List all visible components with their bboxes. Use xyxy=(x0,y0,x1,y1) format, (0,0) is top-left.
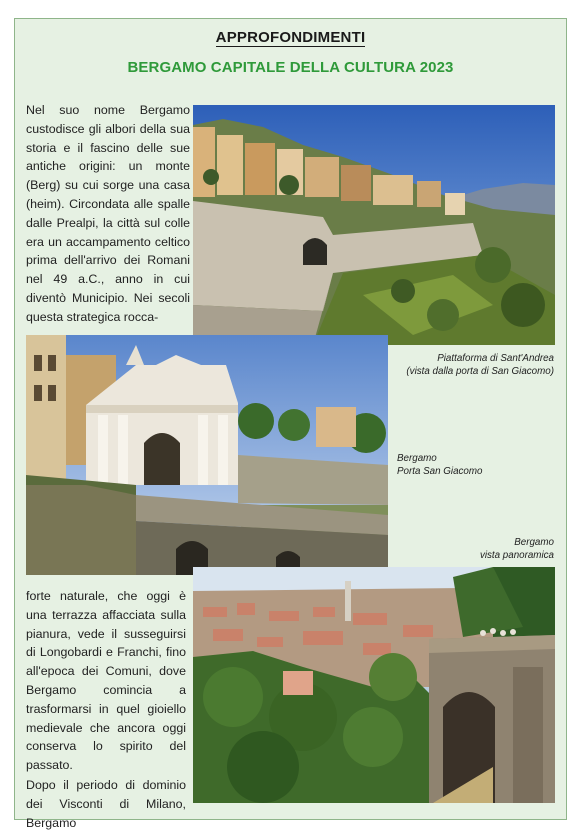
article-panel xyxy=(14,18,567,830)
caption-porta-san-giacomo: Bergamo Porta San Giacomo xyxy=(397,453,483,477)
paragraph-2: forte naturale, che oggi è una terrazza affacciata sulla pianura, vede il susseguirsi di Longobardi e Franchi, fino all'epoca dei Comuni, dove Bergamo comincia a trasformarsi in quel gioiello medievale che ancora oggi conserva lo spirito del passato. xyxy=(26,589,186,773)
caption-vista-panoramica: Bergamo vista panoramica xyxy=(479,537,554,561)
article-title: BERGAMO CAPITALE DELLA CULTURA 2023 xyxy=(127,59,454,76)
photo-panoramic-view xyxy=(193,567,555,803)
section-label: APPROFONDIMENTI xyxy=(215,29,366,46)
photo-porta-san-giacomo xyxy=(26,335,388,575)
paragraph-3: Dopo il periodo di dominio dei Visconti di Milano, Bergamo xyxy=(26,777,186,830)
photo-sant-andrea-platform xyxy=(193,105,555,345)
caption-sant-andrea: Piattaforma di Sant'Andrea (vista dalla porta di San Giacomo) xyxy=(406,353,554,377)
body-text-bottom xyxy=(26,587,186,832)
body-text-top xyxy=(26,101,190,327)
paragraph-1: Nel suo nome Bergamo custodisce gli albori della sua storia e il fascino delle sue antiche origini: un monte (Berg) su cui sorge una casa (heim). Circondata alle spalle dalle Prealpi, la città sul colle era un accampamento celtico prima dell'arrivo dei Romani nel 49 a.C., anno in cui diventò Municipio. Nei secoli questa strategica rocca- xyxy=(26,103,190,324)
